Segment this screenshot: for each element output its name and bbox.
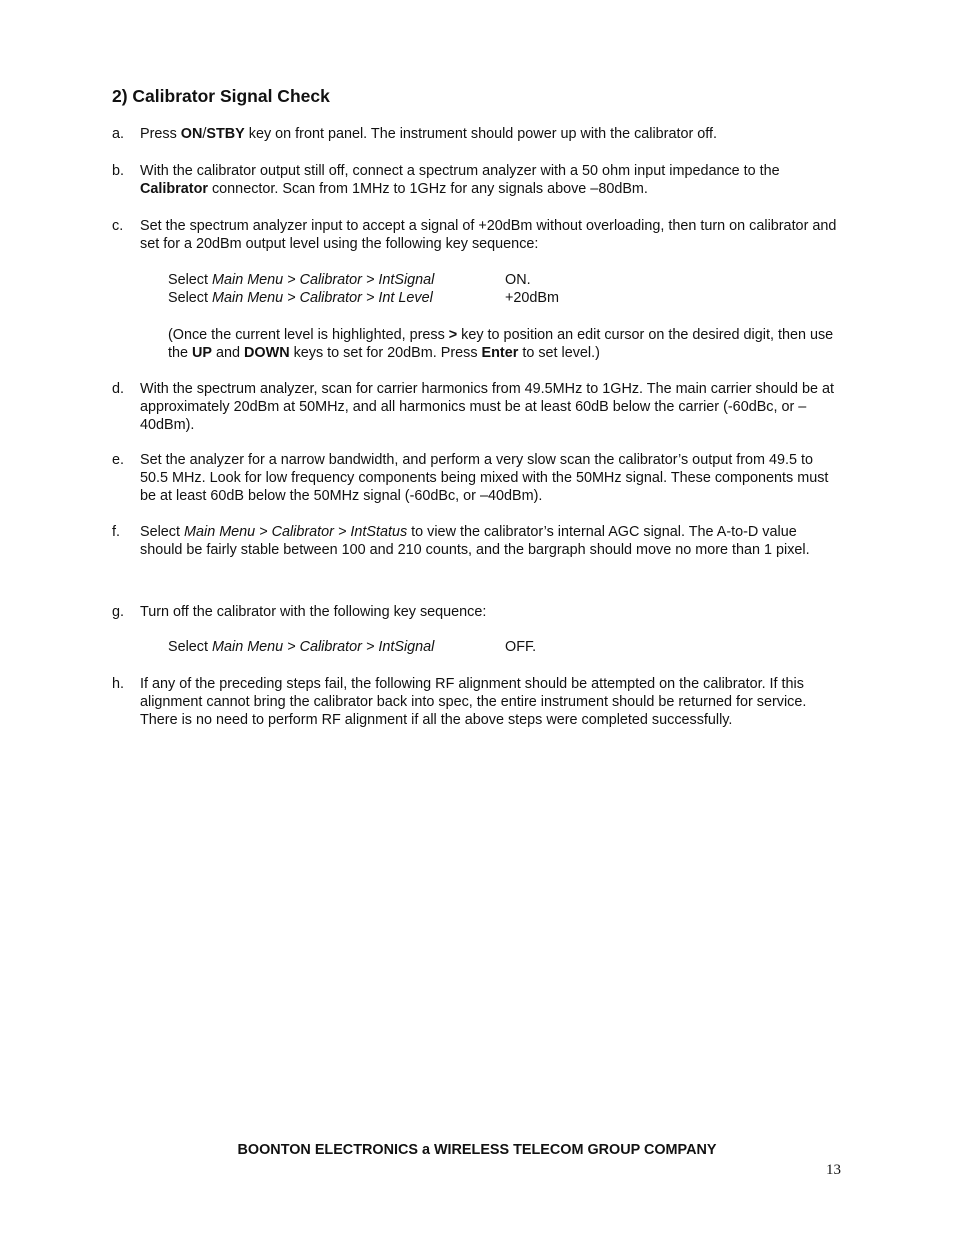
step-label: f. (112, 524, 120, 540)
step-d (112, 380, 842, 434)
step-text: Press ON/STBY key on front panel. The instrument should power up with the calibrator off. (140, 126, 718, 142)
step-label: e. (112, 452, 125, 468)
step-label: a. (112, 126, 125, 142)
step-text: Set the spectrum analyzer input to accept a signal of +20dBm without overloading, then turn on calibrator and set for a 20dBm output level using the following key sequence: (140, 218, 837, 252)
key-sequence-line: Select Main Menu > Calibrator > IntSignal OFF. (168, 639, 537, 655)
step-b (112, 162, 842, 198)
page-footer: BOONTON ELECTRONICS a WIRELESS TELECOM GROUP COMPANY (237, 1142, 717, 1158)
step-text: With the spectrum analyzer, scan for carrier harmonics from 49.5MHz to 1GHz. The main carrier should be at approximately 20dBm at 50MHz, and all harmonics must be at least 60dB below the carrier (-60dBc, or –40dBm). (140, 381, 834, 433)
step-a (112, 125, 842, 143)
step-c-note: (Once the current level is highlighted, press > key to position an edit cursor on the desired digit, then use the UP and DOWN keys to set for 20dBm. Press Enter to set level.) (168, 327, 834, 361)
step-text: With the calibrator output still off, connect a spectrum analyzer with a 50 ohm input impedance to the Calibrator connector. Scan from 1MHz to 1GHz for any signals above –80dBm. (140, 163, 780, 197)
step-e (112, 451, 842, 505)
step-text: Select Main Menu > Calibrator > IntStatus to view the calibrator’s internal AGC signal. The A-to-D value should be fairly stable between 100 and 210 counts, and the bargraph should move no more than 1 pixel. (140, 524, 810, 558)
step-label: h. (112, 676, 125, 692)
step-text: If any of the preceding steps fail, the following RF alignment should be attempted on the calibrator. If this alignment cannot bring the calibrator back into spec, the entire instrument should be returned for service. There is no need to perform RF alignment if all the above steps were completed successfully. (140, 676, 807, 728)
step-f (112, 523, 842, 559)
key-sequence-line: Select Main Menu > Calibrator > Int Level +20dBm (168, 290, 559, 306)
step-c (112, 217, 842, 253)
step-label: g. (112, 604, 125, 620)
step-label: d. (112, 381, 125, 397)
step-g (112, 603, 842, 621)
section-heading: 2) Calibrator Signal Check (112, 86, 330, 106)
key-sequence-line: Select Main Menu > Calibrator > IntSignal ON. (168, 272, 531, 288)
step-label: c. (112, 218, 124, 234)
page-number: 13 (826, 1162, 841, 1178)
step-h (112, 675, 842, 729)
step-text: Turn off the calibrator with the following key sequence: (140, 604, 487, 620)
step-label: b. (112, 163, 125, 179)
step-text: Set the analyzer for a narrow bandwidth, and perform a very slow scan the calibrator’s output from 49.5 to 50.5 MHz. Look for low frequency components being mixed with the 50MHz signal. These components must be at least 60dB below the 50MHz signal (-60dBc, or –40dBm). (140, 452, 829, 504)
